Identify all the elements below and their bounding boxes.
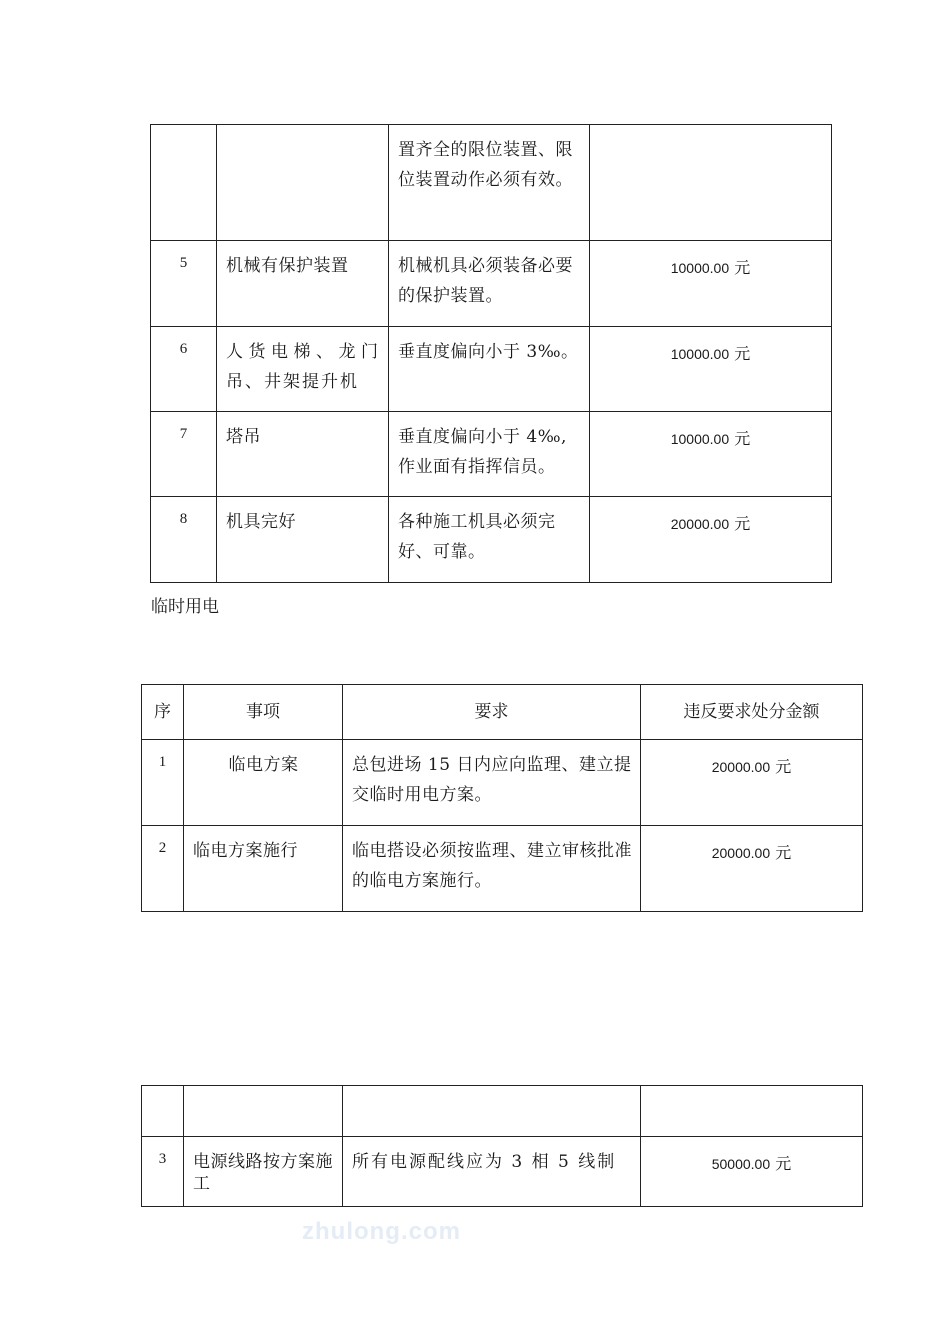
table-row [151, 412, 832, 497]
requirement-cell: 所有电源配线应为 3 相 5 线制 [343, 1137, 641, 1207]
header-number: 序 [142, 685, 184, 740]
item-cell: 机械有保护装置 [217, 241, 389, 327]
item-cell: 塔吊 [217, 412, 389, 497]
penalty-cell [590, 327, 832, 412]
penalty-cell [641, 826, 863, 912]
item-cell [184, 1086, 343, 1137]
item-cell: 临电方案施行 [184, 826, 343, 912]
row-number: 6 [151, 327, 217, 412]
header-penalty: 违反要求处分金额 [641, 685, 863, 740]
penalty-amount: 10000.00 [670, 346, 730, 362]
penalty-amount: 10000.00 [670, 260, 730, 276]
item-cell: 机具完好 [217, 497, 389, 583]
table-row [142, 740, 863, 826]
currency-unit: 元 [775, 1154, 792, 1173]
penalty-amount: 50000.00 [711, 1156, 771, 1172]
penalty-cell [590, 241, 832, 327]
item-cell: 人货电梯、龙门吊、井架提升机 [217, 327, 389, 412]
table-header-row [142, 685, 863, 740]
row-number: 2 [142, 826, 184, 912]
penalty-cell [641, 1086, 863, 1137]
table-row [151, 327, 832, 412]
requirement-cell: 置齐全的限位装置、限位装置动作必须有效。 [389, 125, 590, 241]
row-number: 8 [151, 497, 217, 583]
temporary-power-table-continued [141, 1085, 863, 1207]
row-number: 1 [142, 740, 184, 826]
penalty-amount: 10000.00 [670, 431, 730, 447]
currency-unit: 元 [775, 843, 792, 862]
table-row [151, 125, 832, 241]
row-number: 5 [151, 241, 217, 327]
penalty-cell [641, 1137, 863, 1207]
table-row [151, 497, 832, 583]
penalty-amount: 20000.00 [670, 516, 730, 532]
requirement-cell [343, 1086, 641, 1137]
section-title: 临时用电 [151, 597, 219, 617]
machinery-table [150, 124, 832, 583]
requirement-cell: 临电搭设必须按监理、建立审核批准的临电方案施行。 [343, 826, 641, 912]
penalty-cell [590, 412, 832, 497]
row-number: 7 [151, 412, 217, 497]
penalty-cell [590, 497, 832, 583]
currency-unit: 元 [775, 757, 792, 776]
item-cell [217, 125, 389, 241]
temporary-power-table [141, 684, 863, 912]
table-row [151, 241, 832, 327]
table-row [142, 1137, 863, 1207]
requirement-cell: 总包进场 15 日内应向监理、建立提交临时用电方案。 [343, 740, 641, 826]
currency-unit: 元 [734, 429, 751, 448]
penalty-amount: 20000.00 [711, 845, 771, 861]
currency-unit: 元 [734, 258, 751, 277]
requirement-cell: 垂直度偏向小于 3‰。 [389, 327, 590, 412]
table-row [142, 1086, 863, 1137]
currency-unit: 元 [734, 344, 751, 363]
table-row [142, 826, 863, 912]
item-cell: 电源线路按方案施工 [184, 1137, 343, 1207]
watermark: zhulong.com [302, 1218, 461, 1245]
currency-unit: 元 [734, 514, 751, 533]
header-requirement: 要求 [343, 685, 641, 740]
row-number [151, 125, 217, 241]
requirement-cell: 机械机具必须装备必要的保护装置。 [389, 241, 590, 327]
penalty-cell [590, 125, 832, 241]
requirement-cell: 各种施工机具必须完好、可靠。 [389, 497, 590, 583]
requirement-cell: 垂直度偏向小于 4‰,作业面有指挥信员。 [389, 412, 590, 497]
header-item: 事项 [184, 685, 343, 740]
row-number: 3 [142, 1137, 184, 1207]
row-number [142, 1086, 184, 1137]
item-cell: 临电方案 [184, 740, 343, 826]
penalty-amount: 20000.00 [711, 759, 771, 775]
penalty-cell [641, 740, 863, 826]
